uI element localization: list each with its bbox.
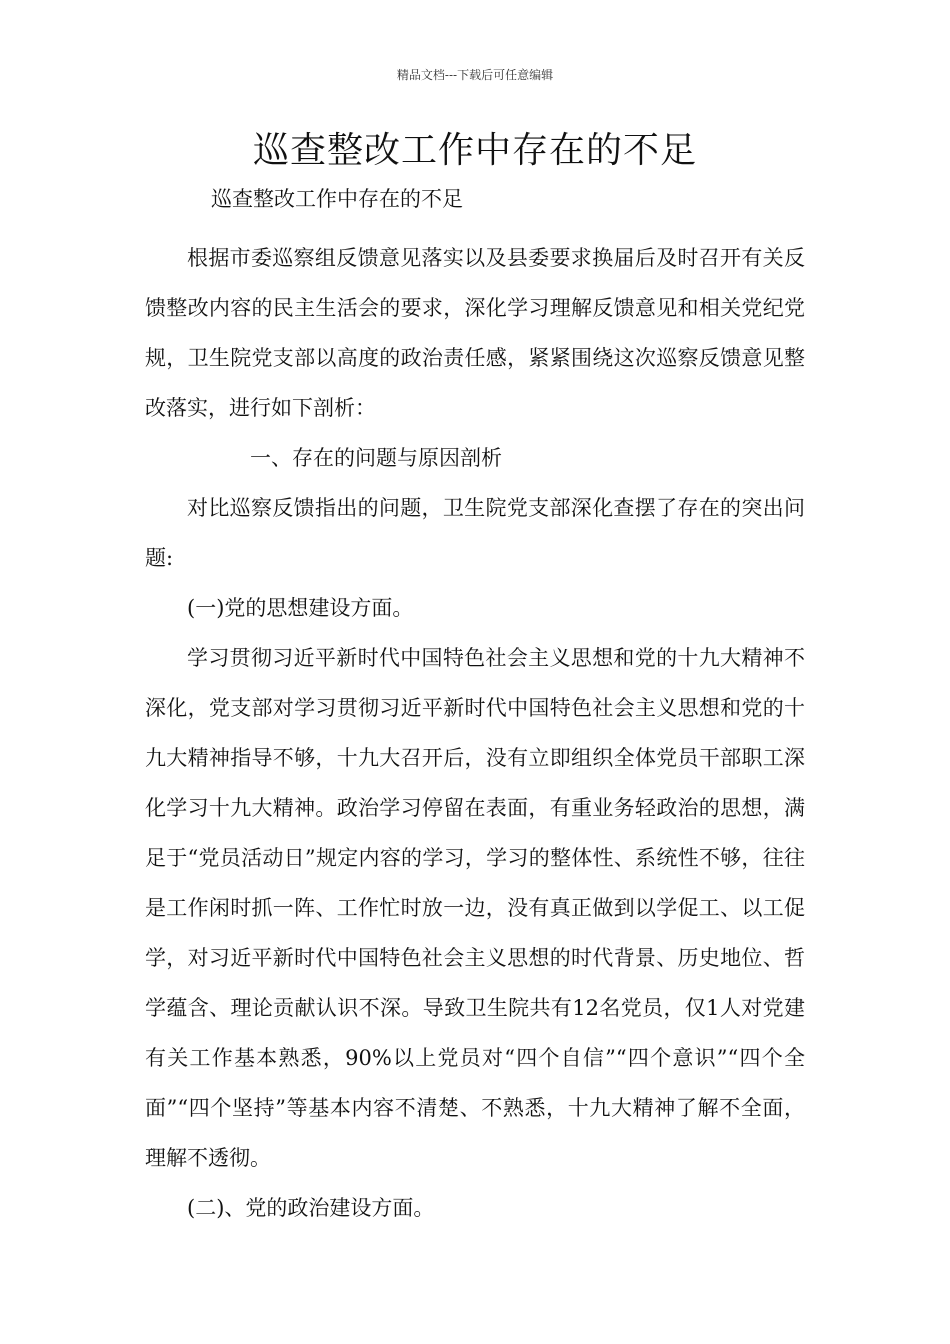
header-note: 精品文档---下载后可任意编辑 (396, 68, 554, 82)
section-heading-1: 一、存在的问题与原因剖析 (250, 446, 502, 470)
paragraph-ideology: 学习贯彻习近平新时代中国特色社会主义思想和党的十九大精神不深化，党支部对学习贯彻习近平新时代中国特色社会主义思想和党的十九大精神指导不够，十九大召开后，没有立即组织全体党员干部职工深化学习十九大精神。政治学习停留在表面，有重业务轻政治的思想，满足于“党员活动日”规定内容的学习，学习的整体性、系统性不够，往往是工作闲时抓一阵、工作忙时放一边，没有真正做到以学促工、以工促学，对习近平新时代中国特色社会主义思想的时代背景、历史地位、哲学蕴含、理论贡献认识不深。导致卫生院共有12名党员，仅1人对党建有关工作基本熟悉，90%以上党员对“四个自信”“四个意识”“四个全面”“四个坚持”等基本内容不清楚、不熟悉，十九大精神了解不全面，理解不透彻。 (145, 646, 805, 1170)
paragraph-intro: 根据市委巡察组反馈意见落实以及县委要求换届后及时召开有关反馈整改内容的民主生活会的要求，深化学习理解反馈意见和相关党纪党规，卫生院党支部以高度的政治责任感，紧紧围绕这次巡察反馈意见整改落实，进行如下剖析： (145, 246, 805, 420)
document-subtitle: 巡查整改工作中存在的不足 (211, 187, 463, 211)
paragraph-problems: 对比巡察反馈指出的问题，卫生院党支部深化查摆了存在的突出问题: (145, 496, 805, 570)
subsection-heading-2: (二)、党的政治建设方面。 (187, 1196, 435, 1220)
subsection-heading-1: (一)党的思想建设方面。 (187, 596, 414, 620)
document-title: 巡查整改工作中存在的不足 (252, 130, 697, 171)
document-body (145, 233, 805, 1233)
